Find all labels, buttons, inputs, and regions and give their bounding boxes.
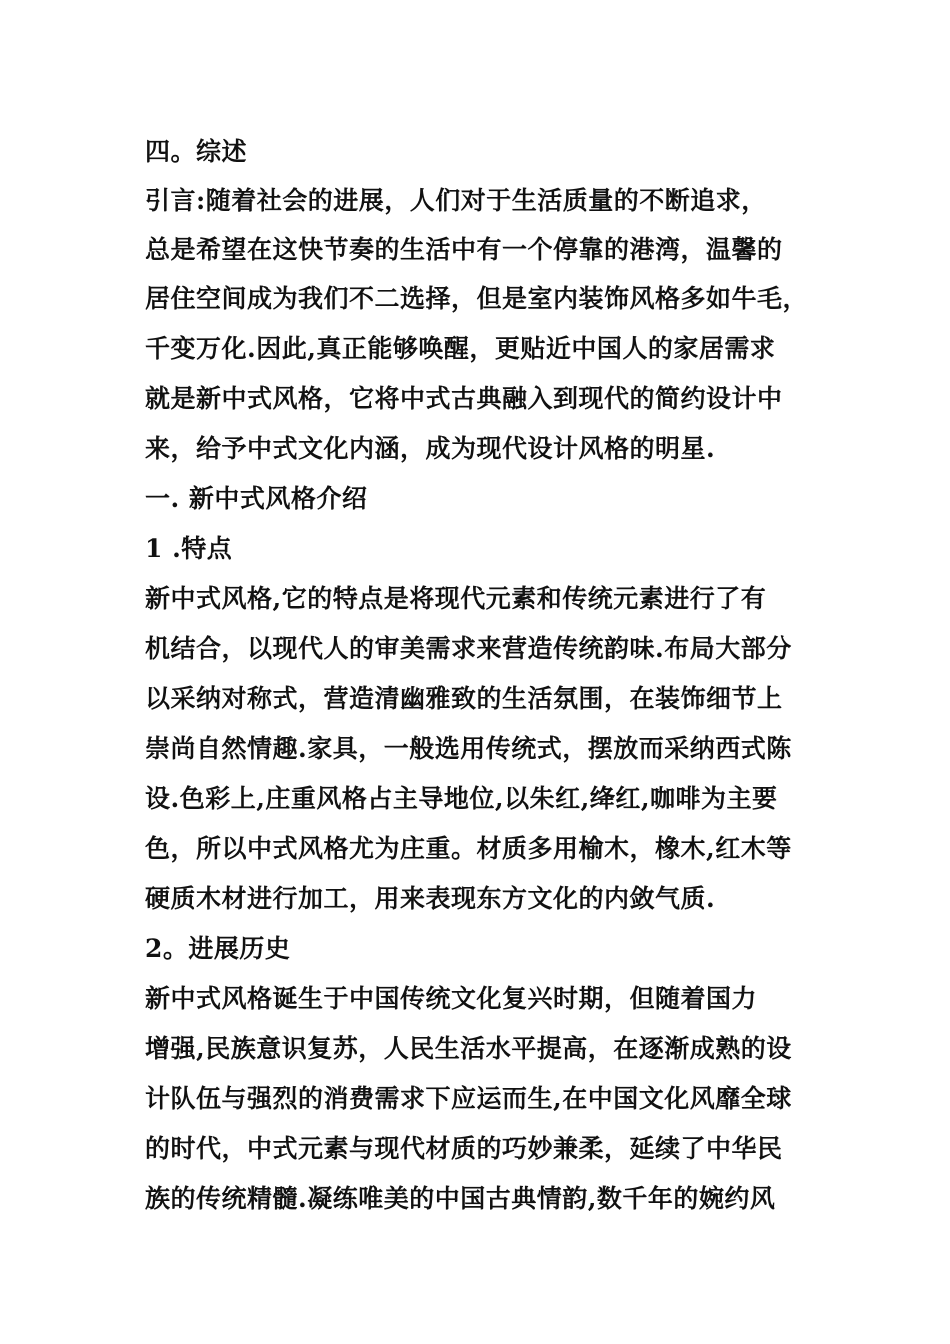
- paragraph-line: 引言:随着社会的进展，人们对于生活质量的不断追求，: [145, 186, 767, 215]
- paragraph-line: 来，给予中式文化内涵，成为现代设计风格的明星.: [145, 434, 716, 463]
- paragraph-line: 族的传统精髓.凝练唯美的中国古典情韵,数千年的婉约风: [145, 1184, 776, 1213]
- paragraph-line: 新中式风格,它的特点是将现代元素和传统元素进行了有: [145, 584, 767, 613]
- paragraph-line: 总是希望在这快节奏的生活中有一个停靠的港湾，温馨的: [145, 235, 783, 264]
- paragraph-line: 居住空间成为我们不二选择，但是室内装饰风格多如牛毛，: [145, 284, 809, 313]
- paragraph-line: 硬质木材进行加工，用来表现东方文化的内敛气质.: [145, 884, 716, 913]
- paragraph-line: 色，所以中式风格尤为庄重。材质多用榆木，橡木,红木等: [145, 834, 792, 863]
- paragraph-line: 的时代，中式元素与现代材质的巧妙兼柔，延续了中华民: [145, 1134, 783, 1163]
- subsection-heading-features: 1 .特点: [145, 534, 233, 563]
- paragraph-line: 设.色彩上,庄重风格占主导地位,以朱红,绛红,咖啡为主要: [145, 784, 778, 813]
- paragraph-line: 新中式风格诞生于中国传统文化复兴时期，但随着国力: [145, 984, 758, 1013]
- paragraph-line: 机结合，以现代人的审美需求来营造传统韵味.布局大部分: [145, 634, 792, 663]
- paragraph-line: 千变万化.因此,真正能够唤醒，更贴近中国人的家居需求: [145, 334, 776, 363]
- paragraph-line: 以采纳对称式，营造清幽雅致的生活氛围，在装饰细节上: [145, 684, 783, 713]
- section-heading-summary: 四。综述: [145, 137, 248, 166]
- paragraph-line: 计队伍与强烈的消费需求下应运而生,在中国文化风靡全球: [145, 1084, 792, 1113]
- paragraph-line: 崇尚自然情趣.家具，一般选用传统式，摆放而采纳西式陈: [145, 734, 792, 763]
- subsection-heading-history: 2。进展历史: [145, 934, 291, 963]
- paragraph-line: 就是新中式风格，它将中式古典融入到现代的简约设计中: [145, 384, 783, 413]
- paragraph-line: 增强,民族意识复苏，人民生活水平提高，在逐渐成熟的设: [145, 1034, 792, 1063]
- section-heading-intro: 一. 新中式风格介绍: [145, 484, 368, 513]
